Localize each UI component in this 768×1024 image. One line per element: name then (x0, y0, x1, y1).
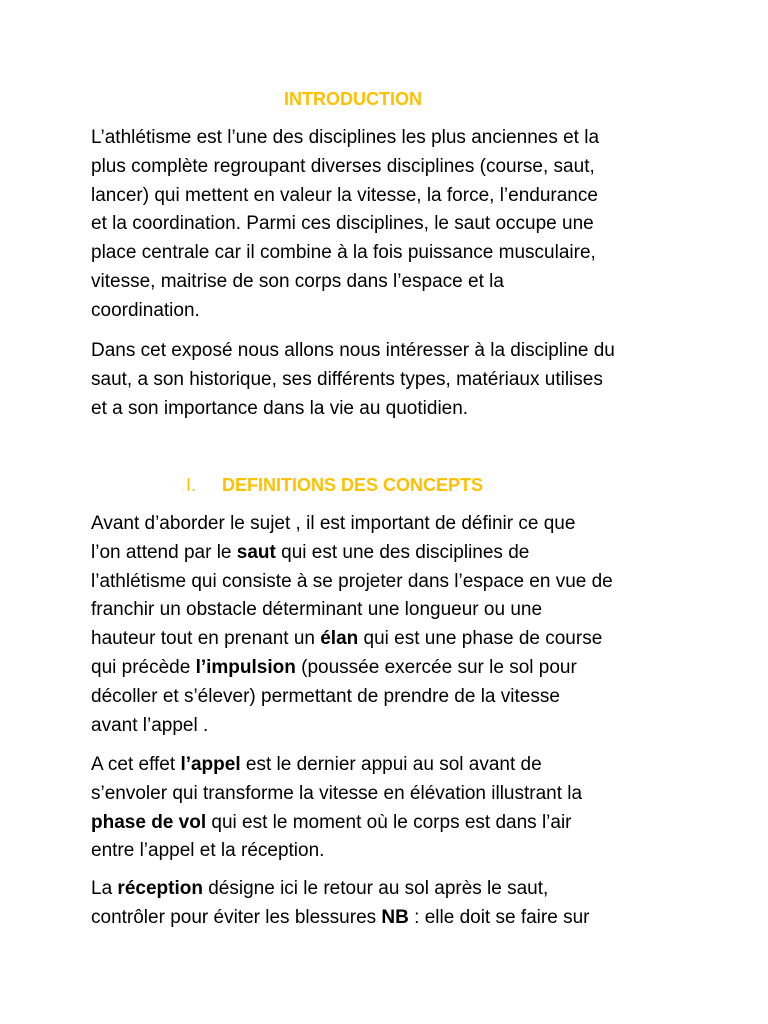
text-line: vitesse, maitrise de son corps dans l’espace et la (91, 270, 504, 292)
text-line: s’envoler qui transforme la vitesse en élévation illustrant la (91, 782, 583, 804)
text-line: avant l’appel . (91, 714, 209, 736)
text-run: désigne ici le retour au sol après le saut, (202, 878, 549, 899)
text-line: entre l’appel et la réception. (91, 840, 325, 862)
term-impulsion: l’impulsion (195, 656, 296, 678)
term-appel: l’appel (180, 754, 241, 775)
text-line: décoller et s’élever) permettant de prendre de la vitesse (91, 685, 560, 707)
section-heading-text: DEFINITIONS DES CONCEPTS (222, 475, 484, 495)
text-line (91, 751, 691, 780)
text-run: qui est le moment où le corps est dans l’air (206, 811, 572, 833)
text-line (91, 875, 691, 904)
term-reception: réception (117, 878, 203, 899)
text-line: franchir un obstacle déterminant une longueur ou une (91, 599, 543, 621)
text-run: : elle doit se faire sur (408, 906, 590, 928)
text-run: qui est une phase de course (358, 628, 603, 650)
term-phase-de-vol: phase de vol (91, 811, 207, 833)
definitions-paragraph-appel (91, 751, 691, 866)
text-run: qui est une des disciplines de (275, 541, 530, 563)
section-number: I. (186, 475, 197, 495)
text-line: place centrale car il combine à la fois puissance musculaire, (91, 242, 596, 264)
text-run: hauteur tout en prenant un (91, 628, 321, 650)
text-line: plus complète regroupant diverses disciplines (course, saut, (91, 155, 595, 177)
definitions-paragraph-saut (91, 510, 691, 740)
text-line: L’athlétisme est l’une des disciplines les plus anciennes et la (91, 127, 600, 148)
text-run: qui précède (91, 656, 196, 678)
intro-paragraph-2 (91, 337, 691, 423)
text-run: l’on attend par le (91, 541, 237, 563)
text-line: Dans cet exposé nous allons nous intéresser à la discipline du (91, 340, 615, 361)
text-line (91, 625, 691, 654)
intro-paragraph-1 (91, 124, 691, 326)
term-saut: saut (236, 541, 276, 563)
text-line: l’athlétisme qui consiste à se projeter dans l’espace en vue de (91, 570, 613, 592)
text-line (91, 904, 691, 933)
text-line: coordination. (91, 299, 200, 321)
text-run: (poussée exercée sur le sol pour (295, 656, 577, 678)
text-line: et la coordination. Parmi ces disciplines, le saut occupe une (91, 213, 594, 235)
term-nb: NB (381, 906, 409, 928)
text-run: contrôler pour éviter les blessures (91, 906, 382, 928)
term-elan: élan (320, 628, 359, 650)
text-run: A cet effet (91, 754, 181, 775)
text-line (91, 809, 691, 838)
section-title-definitions (186, 473, 483, 497)
text-line: saut, a son historique, ses différents types, matériaux utilises (91, 368, 603, 390)
text-line (91, 539, 691, 568)
definitions-paragraph-reception (91, 875, 691, 933)
text-line: lancer) qui mettent en valeur la vitesse, la force, l’endurance (91, 184, 598, 206)
text-run: est le dernier appui au sol avant de (240, 754, 542, 775)
section-title-introduction: INTRODUCTION (284, 89, 422, 109)
text-run: La (91, 878, 118, 899)
text-line: et a son importance dans la vie au quotidien. (91, 397, 469, 419)
text-line (91, 654, 691, 683)
text-line: Avant d’aborder le sujet , il est important de définir ce que (91, 513, 576, 534)
